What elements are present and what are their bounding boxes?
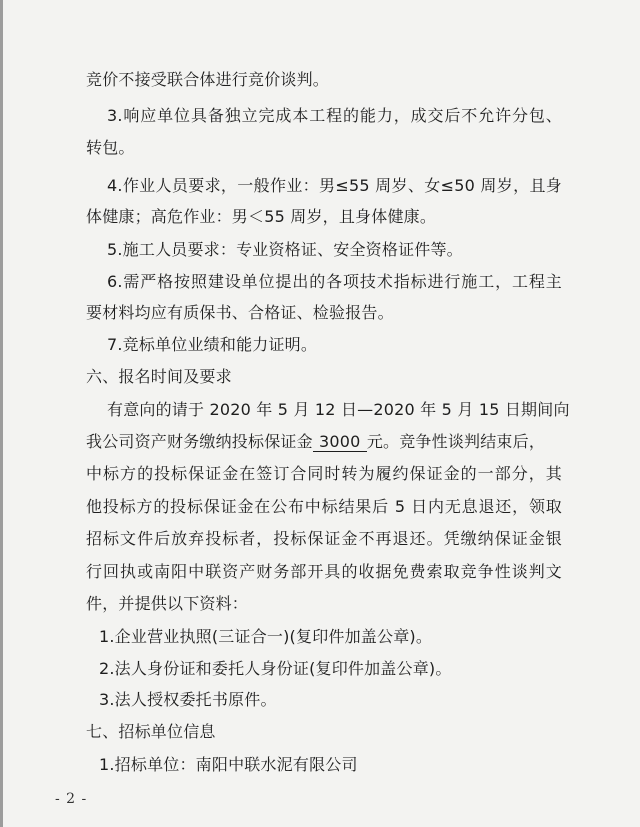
text-segment: 我公司资产财务缴纳投标保证金 bbox=[86, 432, 313, 451]
text-line: 5.施工人员要求：专业资格证、安全资格证件等。 bbox=[107, 240, 463, 259]
text-line: 6.需严格按照建设单位提出的各项技术指标进行施工，工程主 bbox=[107, 272, 562, 291]
text-line: 2.法人身份证和委托人身份证(复印件加盖公章)。 bbox=[99, 659, 452, 678]
text-line: 3.响应单位具备独立完成本工程的能力，成交后不允许分包、 bbox=[107, 106, 562, 125]
text-line: 招标文件后放弃投标者，投标保证金不再退还。凭缴纳保证金银 bbox=[86, 529, 562, 548]
text-line: 体健康；高危作业：男＜55 周岁，且身体健康。 bbox=[86, 207, 437, 226]
section-heading: 七、招标单位信息 bbox=[86, 722, 216, 741]
text-line: 行回执或南阳中联资产财务部开具的收据免费索取竞争性谈判文 bbox=[86, 562, 562, 581]
section-heading: 六、报名时间及要求 bbox=[86, 367, 232, 386]
text-line: 有意向的请于 2020 年 5 月 12 日—2020 年 5 月 15 日期间向 bbox=[107, 400, 570, 419]
text-line: 1.招标单位：南阳中联水泥有限公司 bbox=[99, 755, 358, 774]
text-line: 竞价不接受联合体进行竞价谈判。 bbox=[86, 70, 330, 89]
text-line: 3.法人授权委托书原件。 bbox=[99, 690, 277, 709]
text-line bbox=[86, 432, 545, 452]
text-line: 1.企业营业执照(三证合一)(复印件加盖公章)。 bbox=[99, 627, 433, 646]
page-number: - 2 - bbox=[55, 791, 88, 807]
deposit-amount: 3000 bbox=[313, 433, 367, 452]
text-segment: 元。竞争性谈判结束后， bbox=[366, 432, 546, 451]
text-line: 件，并提供以下资料： bbox=[86, 594, 249, 613]
text-line: 转包。 bbox=[86, 138, 135, 157]
text-line: 要材料均应有质保书、合格证、检验报告。 bbox=[86, 303, 394, 322]
text-line: 中标方的投标保证金在签订合同时转为履约保证金的一部分，其 bbox=[86, 464, 562, 483]
text-line: 7.竞标单位业绩和能力证明。 bbox=[107, 335, 318, 354]
text-line: 4.作业人员要求，一般作业：男≤55 周岁、女≤50 周岁，且身 bbox=[107, 176, 562, 195]
scan-edge bbox=[0, 0, 3, 827]
text-line: 他投标方的投标保证金在公布中标结果后 5 日内无息退还，领取 bbox=[86, 497, 562, 516]
